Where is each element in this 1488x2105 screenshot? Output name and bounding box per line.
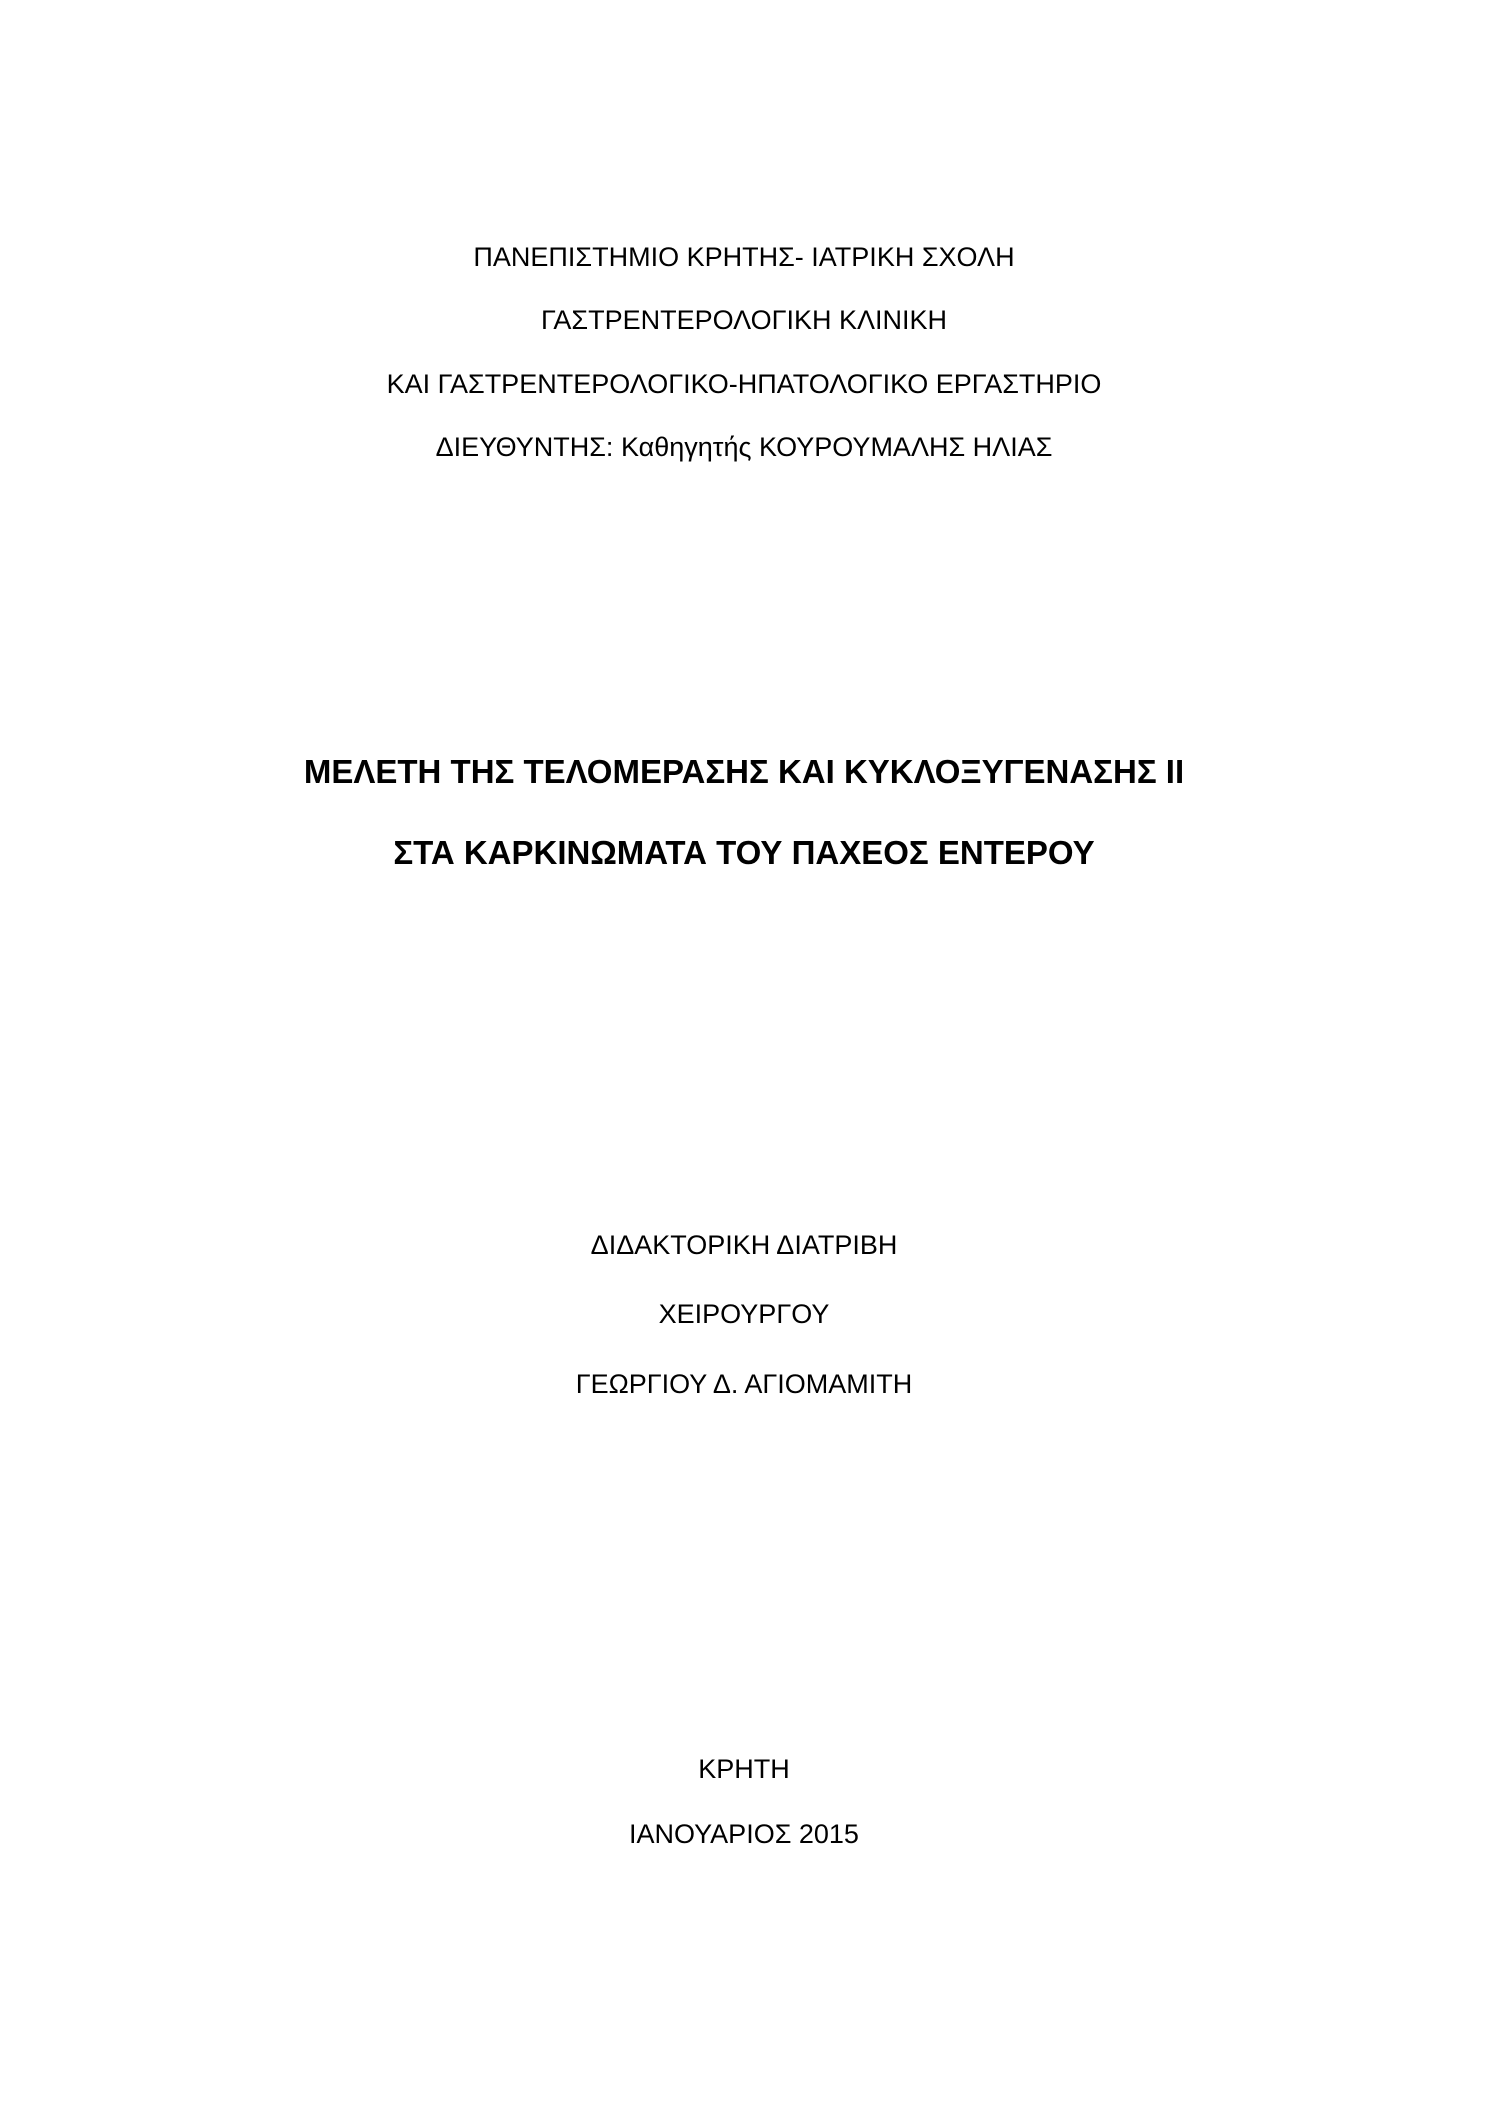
author-name: ΓΕΩΡΓΙΟΥ Δ. ΑΓΙΟΜΑΜΙΤΗ <box>575 1369 913 1399</box>
thesis-type: ΔΙΔΑΚΤΟΡΙΚΗ ΔΙΑΤΡΙΒΗ <box>590 1230 898 1260</box>
university-school-line: ΠΑΝΕΠΙΣΤΗΜΙΟ ΚΡΗΤΗΣ- ΙΑΤΡΙΚΗ ΣΧΟΛΗ <box>473 242 1015 272</box>
thesis-title-line-2: ΣΤΑ ΚΑΡΚΙΝΩΜΑΤΑ ΤΟΥ ΠΑΧΕΟΣ ΕΝΤΕΡΟΥ <box>393 834 1095 871</box>
place: ΚΡΗΤΗ <box>698 1754 790 1784</box>
author-profession: ΧΕΙΡΟΥΡΓΟΥ <box>658 1299 830 1329</box>
laboratory-line: ΚΑΙ ΓΑΣΤΡΕΝΤΕΡΟΛΟΓΙΚΟ-ΗΠΑΤΟΛΟΓΙΚΟ ΕΡΓΑΣΤΗΡΙΟ <box>386 369 1102 399</box>
date: ΙΑΝΟΥΑΡΙΟΣ 2015 <box>629 1819 859 1849</box>
thesis-title-line-1: ΜΕΛΕΤΗ ΤΗΣ ΤΕΛΟΜΕΡΑΣΗΣ ΚΑΙ ΚΥΚΛΟΞΥΓΕΝΑΣΗΣ ΙΙ <box>303 753 1185 790</box>
clinic-line: ΓΑΣΤΡΕΝΤΕΡΟΛΟΓΙΚΗ ΚΛΙΝΙΚΗ <box>540 305 948 335</box>
director-line: ΔΙΕΥΘΥΝΤΗΣ: Καθηγητής ΚΟΥΡΟΥΜΑΛΗΣ ΗΛΙΑΣ <box>435 432 1053 462</box>
